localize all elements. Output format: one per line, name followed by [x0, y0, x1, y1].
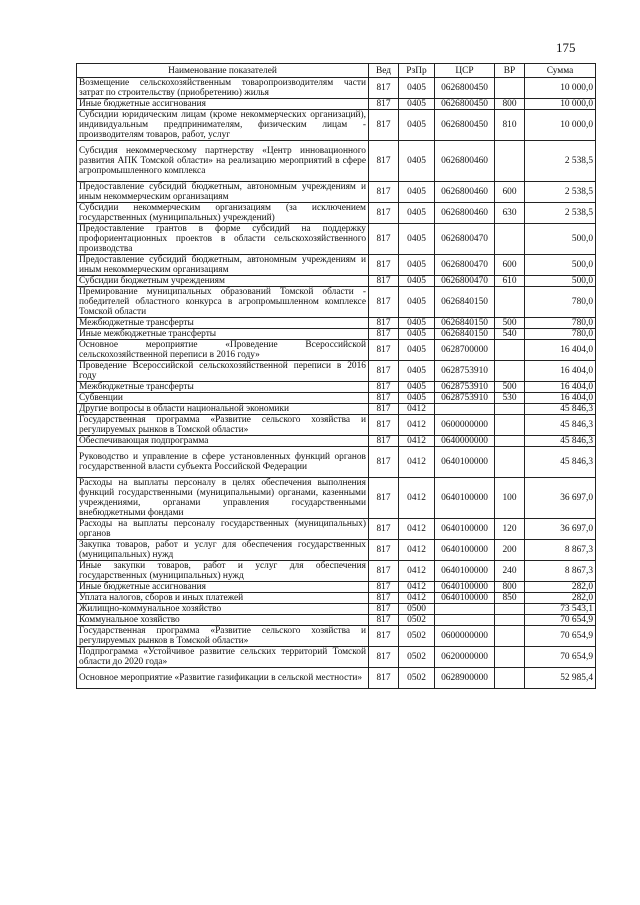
cell-csr [435, 604, 495, 615]
table-row [77, 626, 596, 647]
table-row [77, 276, 596, 287]
cell-sum: 16 404,0 [525, 393, 596, 404]
cell-csr [435, 404, 495, 415]
cell-ved: 817 [369, 318, 399, 329]
cell-name: Предоставление субсидий бюджетным, автономным учреждениям и иным некоммерческим организациям [77, 255, 369, 276]
cell-vr [495, 404, 525, 415]
cell-name: Коммунальное хозяйство [77, 615, 369, 626]
cell-ved: 817 [369, 626, 399, 647]
cell-sum: 780,0 [525, 287, 596, 318]
cell-name: Основное мероприятие «Развитие газификации в сельской местности» [77, 668, 369, 689]
table-header-row [77, 64, 596, 78]
table-row [77, 615, 596, 626]
cell-name: Расходы на выплаты персоналу государственных (муниципальных) органов [77, 519, 369, 540]
cell-csr: 0626840150 [435, 318, 495, 329]
cell-csr: 0628900000 [435, 668, 495, 689]
cell-name: Иные бюджетные ассигнования [77, 99, 369, 110]
cell-name: Иные бюджетные ассигнования [77, 582, 369, 593]
cell-vr: 540 [495, 329, 525, 340]
cell-rzpr: 0412 [399, 540, 435, 561]
cell-csr: 0626840150 [435, 329, 495, 340]
table-row [77, 668, 596, 689]
cell-ved: 817 [369, 582, 399, 593]
cell-sum: 8 867,3 [525, 540, 596, 561]
cell-sum: 282,0 [525, 593, 596, 604]
cell-rzpr: 0405 [399, 224, 435, 255]
cell-rzpr: 0412 [399, 519, 435, 540]
cell-rzpr: 0405 [399, 329, 435, 340]
cell-sum: 45 846,3 [525, 404, 596, 415]
cell-name: Подпрограмма «Устойчивое развитие сельских территорий Томской области до 2020 года» [77, 647, 369, 668]
cell-vr: 630 [495, 203, 525, 224]
cell-sum: 45 846,3 [525, 415, 596, 436]
cell-ved: 817 [369, 276, 399, 287]
cell-name: Государственная программа «Развитие сельского хозяйства и регулируемых рынков в Томской области» [77, 415, 369, 436]
cell-sum: 16 404,0 [525, 361, 596, 382]
cell-name: Иные межбюджетные трансферты [77, 329, 369, 340]
table-row [77, 141, 596, 182]
cell-name: Руководство и управление в сфере установленных функций органов государственной власти субъекта Российской Федерации [77, 447, 369, 478]
table-row [77, 318, 596, 329]
cell-rzpr: 0412 [399, 447, 435, 478]
cell-sum: 16 404,0 [525, 340, 596, 361]
cell-csr: 0628753910 [435, 393, 495, 404]
cell-name: Другие вопросы в области национальной экономики [77, 404, 369, 415]
cell-csr: 0640100000 [435, 519, 495, 540]
table-row [77, 415, 596, 436]
cell-rzpr: 0405 [399, 141, 435, 182]
cell-sum: 70 654,9 [525, 615, 596, 626]
cell-name: Основное мероприятие «Проведение Всероссийской сельскохозяйственной переписи в 2016 году» [77, 340, 369, 361]
cell-sum: 70 654,9 [525, 647, 596, 668]
cell-sum: 282,0 [525, 582, 596, 593]
cell-csr: 0640100000 [435, 478, 495, 519]
cell-name: Субсидия некоммерческому партнерству «Центр инновационного развития АПК Томской области» на реализацию мероприятий в сфере агропромышленного комплекса [77, 141, 369, 182]
cell-ved: 817 [369, 340, 399, 361]
cell-csr: 0640100000 [435, 540, 495, 561]
cell-ved: 817 [369, 647, 399, 668]
cell-vr [495, 615, 525, 626]
cell-name: Субсидии бюджетным учреждениям [77, 276, 369, 287]
header-vr: ВР [495, 64, 525, 78]
cell-sum: 8 867,3 [525, 561, 596, 582]
cell-vr [495, 141, 525, 182]
cell-rzpr: 0412 [399, 415, 435, 436]
table-row [77, 404, 596, 415]
cell-name: Премирование муниципальных образований Томской области - победителей областного конкурса в агропромышленном комплексе Томской области [77, 287, 369, 318]
cell-csr: 0628753910 [435, 361, 495, 382]
cell-ved: 817 [369, 110, 399, 141]
cell-csr: 0600000000 [435, 626, 495, 647]
cell-ved: 817 [369, 540, 399, 561]
table-row [77, 582, 596, 593]
table-row [77, 78, 596, 99]
cell-csr: 0626800470 [435, 276, 495, 287]
cell-sum: 45 846,3 [525, 447, 596, 478]
cell-ved: 817 [369, 203, 399, 224]
cell-name: Субсидии юридическим лицам (кроме некоммерческих организаций), индивидуальным предпринимателям, физическим лицам - производителям товаров, работ, услуг [77, 110, 369, 141]
page-number: 175 [556, 40, 576, 55]
header-name: Наименование показателей [77, 64, 369, 78]
cell-vr: 610 [495, 276, 525, 287]
cell-name: Уплата налогов, сборов и иных платежей [77, 593, 369, 604]
table-row [77, 540, 596, 561]
table-row [77, 593, 596, 604]
table-row [77, 224, 596, 255]
cell-name: Обеспечивающая подпрограмма [77, 436, 369, 447]
cell-name: Предоставление грантов в форме субсидий на поддержку профориентационных проектов в области сельскохозяйственного производства [77, 224, 369, 255]
table-row [77, 255, 596, 276]
cell-rzpr: 0412 [399, 404, 435, 415]
table-row [77, 329, 596, 340]
cell-ved: 817 [369, 141, 399, 182]
cell-rzpr: 0405 [399, 393, 435, 404]
cell-rzpr: 0502 [399, 626, 435, 647]
cell-sum: 500,0 [525, 255, 596, 276]
cell-ved: 817 [369, 329, 399, 340]
cell-name: Жилищно-коммунальное хозяйство [77, 604, 369, 615]
cell-name: Возмещение сельскохозяйственным товаропроизводителям части затрат по строительству (приобретению) жилья [77, 78, 369, 99]
cell-csr: 0626800450 [435, 78, 495, 99]
table-row [77, 340, 596, 361]
cell-rzpr: 0405 [399, 182, 435, 203]
cell-rzpr: 0500 [399, 604, 435, 615]
cell-rzpr: 0405 [399, 255, 435, 276]
cell-sum: 45 846,3 [525, 436, 596, 447]
table-row [77, 99, 596, 110]
cell-ved: 817 [369, 255, 399, 276]
cell-vr: 100 [495, 478, 525, 519]
cell-rzpr: 0412 [399, 561, 435, 582]
cell-sum: 16 404,0 [525, 382, 596, 393]
cell-ved: 817 [369, 478, 399, 519]
cell-ved: 817 [369, 447, 399, 478]
cell-rzpr: 0412 [399, 436, 435, 447]
cell-rzpr: 0405 [399, 78, 435, 99]
cell-rzpr: 0412 [399, 582, 435, 593]
cell-csr: 0626800450 [435, 99, 495, 110]
cell-rzpr: 0412 [399, 593, 435, 604]
cell-sum: 2 538,5 [525, 203, 596, 224]
cell-name: Проведение Всероссийской сельскохозяйственной переписи в 2016 году [77, 361, 369, 382]
table-row [77, 447, 596, 478]
cell-rzpr: 0412 [399, 478, 435, 519]
cell-sum: 70 654,9 [525, 626, 596, 647]
cell-rzpr: 0405 [399, 287, 435, 318]
cell-csr: 0626840150 [435, 287, 495, 318]
cell-ved: 817 [369, 78, 399, 99]
table-row [77, 382, 596, 393]
cell-rzpr: 0502 [399, 615, 435, 626]
cell-ved: 817 [369, 593, 399, 604]
cell-vr: 600 [495, 255, 525, 276]
cell-vr [495, 415, 525, 436]
table-row [77, 287, 596, 318]
cell-name: Иные закупки товаров, работ и услуг для обеспечения государственных (муниципальных) нужд [77, 561, 369, 582]
cell-csr: 0626800470 [435, 255, 495, 276]
cell-rzpr: 0405 [399, 382, 435, 393]
cell-vr: 200 [495, 540, 525, 561]
table-row [77, 604, 596, 615]
cell-vr: 500 [495, 318, 525, 329]
cell-csr: 0640100000 [435, 561, 495, 582]
cell-sum: 10 000,0 [525, 110, 596, 141]
header-csr: ЦСР [435, 64, 495, 78]
cell-ved: 817 [369, 519, 399, 540]
cell-vr: 810 [495, 110, 525, 141]
cell-csr: 0626800460 [435, 182, 495, 203]
table-row [77, 393, 596, 404]
cell-vr [495, 447, 525, 478]
cell-csr: 0626800460 [435, 203, 495, 224]
cell-sum: 780,0 [525, 318, 596, 329]
cell-csr: 0640000000 [435, 436, 495, 447]
header-rzpr: РзПр [399, 64, 435, 78]
cell-vr: 120 [495, 519, 525, 540]
cell-vr [495, 668, 525, 689]
cell-ved: 817 [369, 561, 399, 582]
cell-sum: 780,0 [525, 329, 596, 340]
cell-ved: 817 [369, 668, 399, 689]
cell-sum: 2 538,5 [525, 182, 596, 203]
cell-ved: 817 [369, 615, 399, 626]
table-row [77, 203, 596, 224]
cell-vr [495, 361, 525, 382]
cell-rzpr: 0502 [399, 647, 435, 668]
cell-csr: 0628700000 [435, 340, 495, 361]
cell-name: Субвенции [77, 393, 369, 404]
cell-csr: 0620000000 [435, 647, 495, 668]
cell-vr [495, 287, 525, 318]
cell-name: Межбюджетные трансферты [77, 382, 369, 393]
cell-sum: 10 000,0 [525, 78, 596, 99]
header-sum: Сумма [525, 64, 596, 78]
table-row [77, 519, 596, 540]
cell-csr: 0640100000 [435, 447, 495, 478]
cell-vr [495, 604, 525, 615]
cell-rzpr: 0405 [399, 318, 435, 329]
cell-vr: 530 [495, 393, 525, 404]
cell-ved: 817 [369, 404, 399, 415]
table-row [77, 361, 596, 382]
cell-rzpr: 0405 [399, 99, 435, 110]
cell-rzpr: 0405 [399, 340, 435, 361]
cell-sum: 500,0 [525, 224, 596, 255]
cell-name: Межбюджетные трансферты [77, 318, 369, 329]
cell-vr [495, 436, 525, 447]
cell-csr: 0640100000 [435, 582, 495, 593]
cell-vr: 800 [495, 582, 525, 593]
cell-name: Предоставление субсидий бюджетным, автономным учреждениям и иным некоммерческим организациям [77, 182, 369, 203]
cell-name: Расходы на выплаты персоналу в целях обеспечения выполнения функций государственными (муниципальными) органами, казенными учреждениями, органами управления государственными внебюджетными фондами [77, 478, 369, 519]
cell-ved: 817 [369, 99, 399, 110]
cell-vr [495, 626, 525, 647]
cell-rzpr: 0502 [399, 668, 435, 689]
cell-csr: 0626800470 [435, 224, 495, 255]
table-row [77, 561, 596, 582]
cell-ved: 817 [369, 224, 399, 255]
cell-rzpr: 0405 [399, 110, 435, 141]
cell-ved: 817 [369, 604, 399, 615]
cell-sum: 52 985,4 [525, 668, 596, 689]
cell-ved: 817 [369, 361, 399, 382]
budget-table [76, 63, 596, 689]
cell-sum: 500,0 [525, 276, 596, 287]
cell-vr [495, 647, 525, 668]
cell-name: Государственная программа «Развитие сельского хозяйства и регулируемых рынков в Томской области» [77, 626, 369, 647]
cell-vr: 500 [495, 382, 525, 393]
table-row [77, 436, 596, 447]
cell-csr [435, 615, 495, 626]
cell-vr: 600 [495, 182, 525, 203]
cell-name: Закупка товаров, работ и услуг для обеспечения государственных (муниципальных) нужд [77, 540, 369, 561]
table-body [77, 78, 596, 689]
table-row [77, 478, 596, 519]
cell-vr [495, 78, 525, 99]
table-row [77, 182, 596, 203]
cell-vr [495, 224, 525, 255]
cell-name: Субсидии некоммерческим организациям (за исключением государственных (муниципальных) учреждений) [77, 203, 369, 224]
cell-rzpr: 0405 [399, 276, 435, 287]
cell-ved: 817 [369, 182, 399, 203]
cell-sum: 2 538,5 [525, 141, 596, 182]
header-ved: Вед [369, 64, 399, 78]
cell-rzpr: 0405 [399, 361, 435, 382]
table-row [77, 647, 596, 668]
cell-vr: 800 [495, 99, 525, 110]
cell-sum: 36 697,0 [525, 478, 596, 519]
cell-csr: 0626800460 [435, 141, 495, 182]
cell-vr [495, 340, 525, 361]
cell-csr: 0628753910 [435, 382, 495, 393]
cell-ved: 817 [369, 287, 399, 318]
table-row [77, 110, 596, 141]
cell-vr: 850 [495, 593, 525, 604]
cell-sum: 73 543,1 [525, 604, 596, 615]
cell-ved: 817 [369, 415, 399, 436]
cell-ved: 817 [369, 393, 399, 404]
cell-sum: 36 697,0 [525, 519, 596, 540]
cell-rzpr: 0405 [399, 203, 435, 224]
cell-csr: 0626800450 [435, 110, 495, 141]
cell-ved: 817 [369, 436, 399, 447]
cell-csr: 0640100000 [435, 593, 495, 604]
cell-sum: 10 000,0 [525, 99, 596, 110]
cell-ved: 817 [369, 382, 399, 393]
cell-csr: 0600000000 [435, 415, 495, 436]
cell-vr: 240 [495, 561, 525, 582]
